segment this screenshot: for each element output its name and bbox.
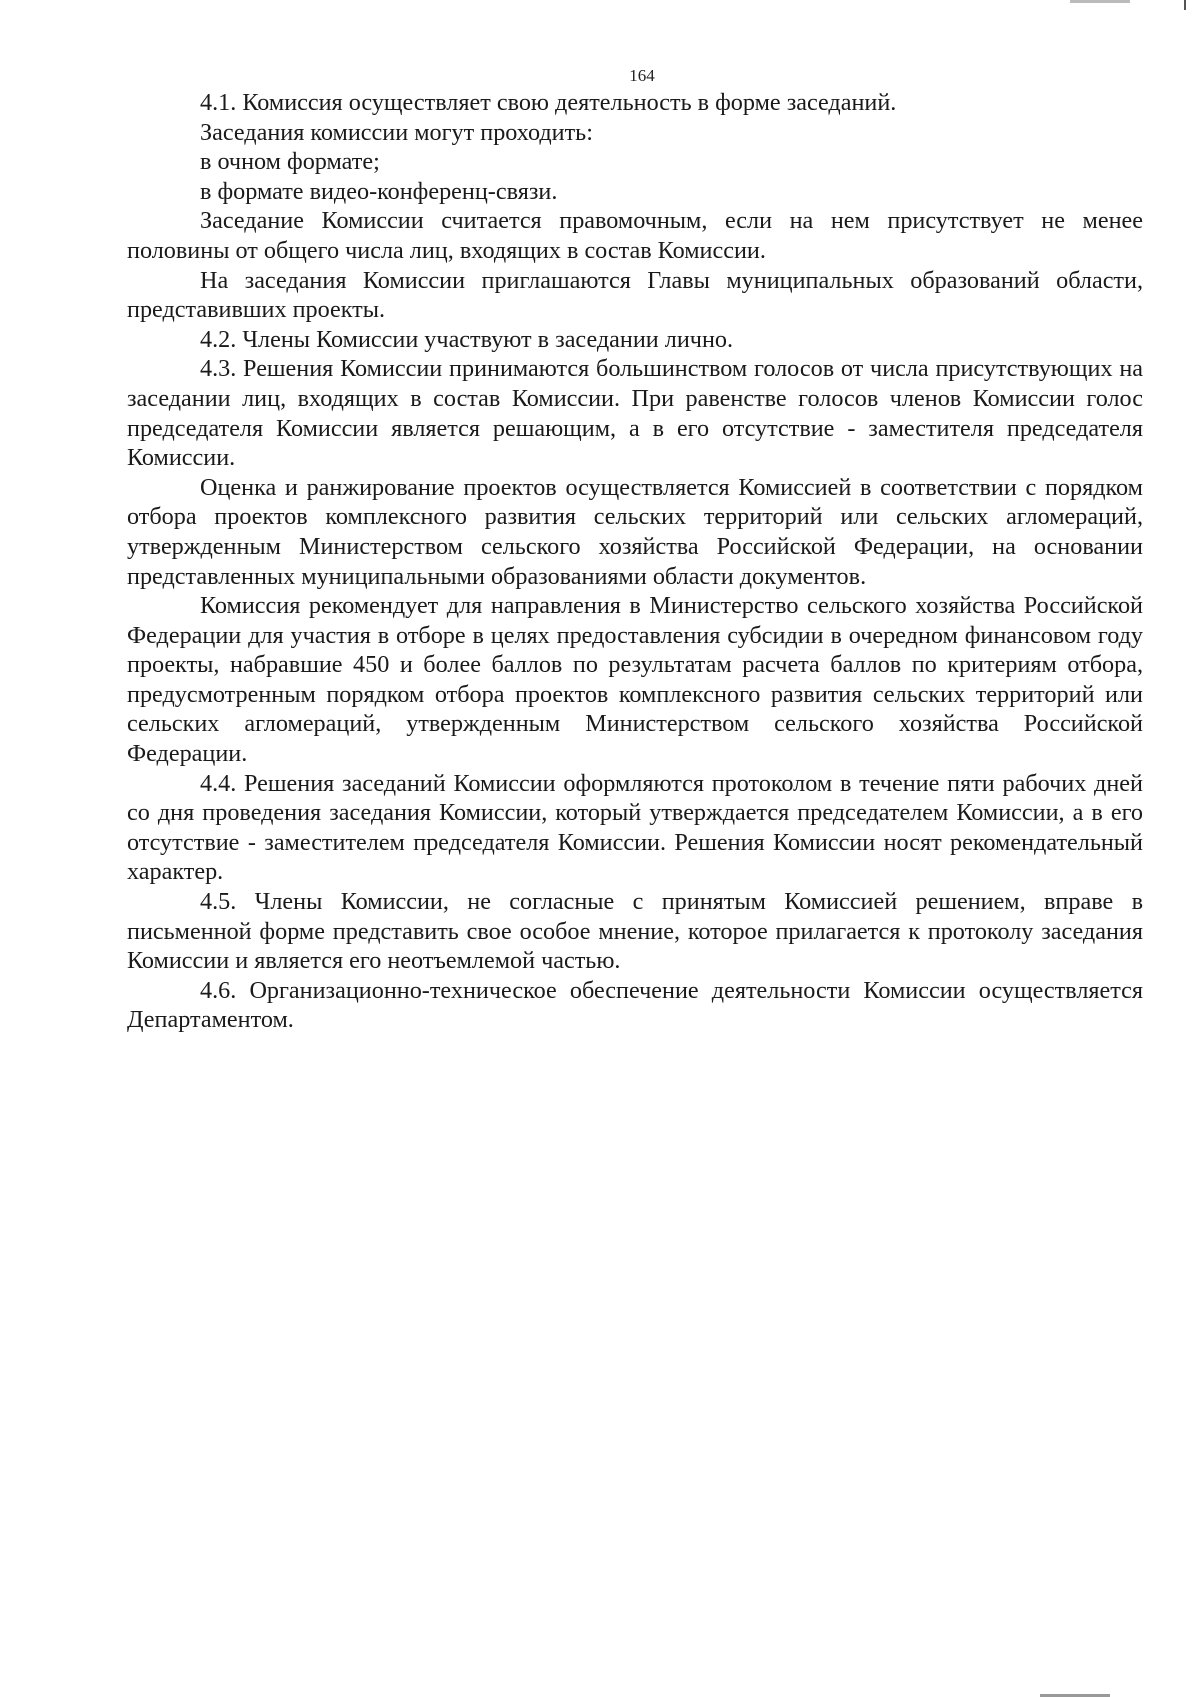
scan-artifact-top xyxy=(1070,0,1130,3)
paragraph-4-4: 4.4. Решения заседаний Комиссии оформляются протоколом в течение пяти рабочих дней со дня проведения заседания Комиссии, который утверждается председателем Комиссии, а в его отсутствие - заместителем председателя Комиссии. Решения Комиссии носят рекомендательный характер. xyxy=(127,769,1143,886)
paragraph-evaluation: Оценка и ранжирование проектов осуществляется Комиссией в соответствии с порядком отбора проектов комплексного развития сельских территорий или сельских агломераций, утвержденным Министерством сельского хозяйства Российской Федерации, на основании представленных муниципальными образованиями области документов. xyxy=(127,473,1143,590)
paragraph-quorum: Заседание Комиссии считается правомочным, если на нем присутствует не менее половины от общего числа лиц, входящих в состав Комиссии. xyxy=(127,207,1143,264)
paragraph-meeting-forms-intro: Заседания комиссии могут проходить: xyxy=(200,118,593,146)
paragraph-invitations: На заседания Комиссии приглашаются Главы муниципальных образований области, представивших проекты. xyxy=(127,266,1143,324)
page-number: 164 xyxy=(629,66,655,85)
paragraph-recommendation: Комиссия рекомендует для направления в Министерство сельского хозяйства Российской Федерации для участия в отборе в целях предоставления субсидии в очередном финансовом году проекты, набравшие 450 и более баллов по результатам расчета баллов по критериям отбора, предусмотренным порядком отбора проектов комплексного развития сельских территорий или сельских агломераций, утвержденным Министерством сельского хозяйства Российской Федерации. xyxy=(127,592,1143,768)
paragraph-4-3: 4.3. Решения Комиссии принимаются большинством голосов от числа присутствующих на заседании лиц, входящих в состав Комиссии. При равенстве голосов членов Комиссии голос председателя Комиссии является решающим, а в его отсутствие - заместителя председателя Комиссии. xyxy=(127,355,1143,472)
paragraph-4-1: 4.1. Комиссия осуществляет свою деятельность в форме заседаний. xyxy=(200,89,897,116)
list-item-in-person: в очном формате; xyxy=(200,148,380,176)
paragraph-4-6: 4.6. Организационно-техническое обеспечение деятельности Комиссии осуществляется Департаментом. xyxy=(127,976,1143,1034)
document-body xyxy=(127,88,1143,1035)
list-item-video-conference: в формате видео-конференц-связи. xyxy=(200,177,558,205)
paragraph-4-2: 4.2. Члены Комиссии участвуют в заседании лично. xyxy=(200,325,734,353)
scan-artifact-corner xyxy=(1184,0,1186,10)
paragraph-4-5: 4.5. Члены Комиссии, не согласные с принятым Комиссией решением, вправе в письменной форме представить свое особое мнение, которое прилагается к протоколу заседания Комиссии и является его неотъемлемой частью. xyxy=(127,888,1143,975)
